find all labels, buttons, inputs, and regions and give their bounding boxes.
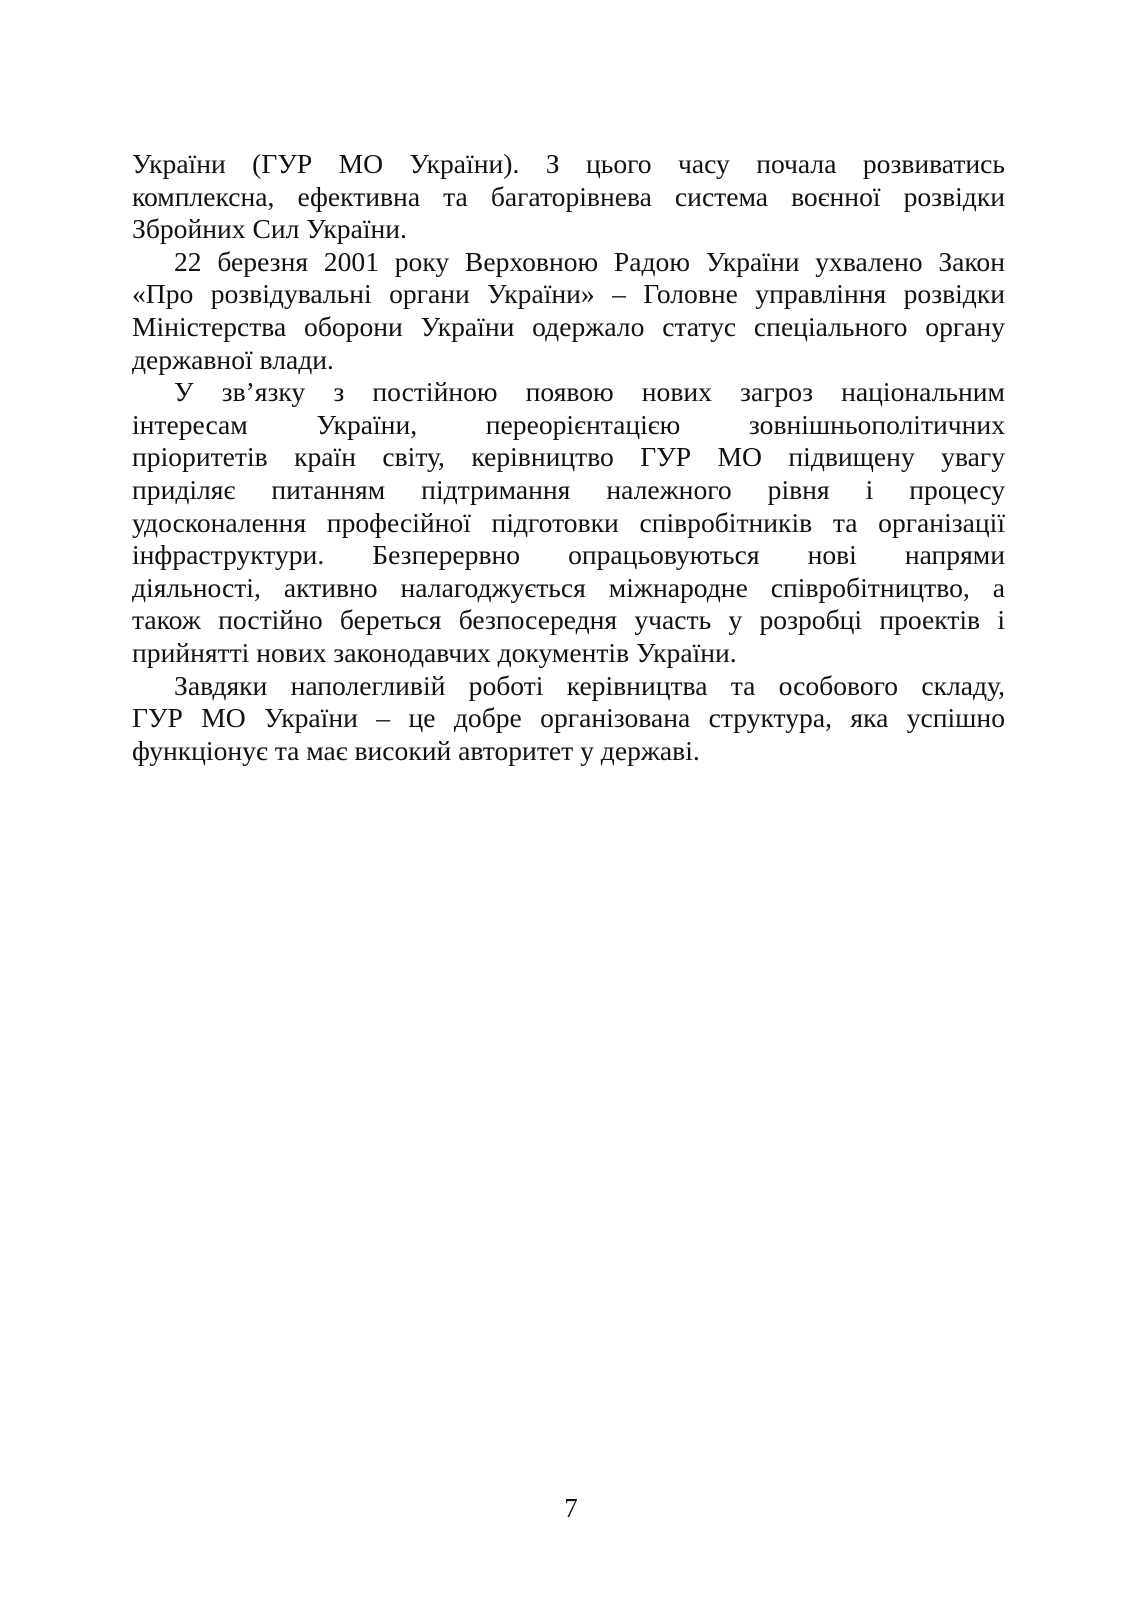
- body-text: [132, 148, 1005, 767]
- text-line: Завдяки наполегливій роботі керівництва та особового складу,: [174, 669, 1005, 701]
- text-line: «Про розвідувальні органи України» – Головне управління розвідки: [132, 278, 1005, 310]
- paragraph-4: [132, 670, 1005, 768]
- text-line: інтересам України, переорієнтацією зовнішньополітичних: [132, 408, 1005, 440]
- text-line: прийнятті нових законодавчих документів України.: [132, 636, 737, 668]
- text-line: У зв’язку з постійною появою нових загроз національним: [174, 376, 1005, 408]
- text-line: комплексна, ефективна та багаторівнева система воєнної розвідки: [132, 180, 1005, 212]
- text-line: пріоритетів країн світу, керівництво ГУР МО підвищену увагу: [132, 441, 1005, 473]
- text-line: ГУР МО України – це добре організована структура, яка успішно: [132, 702, 1005, 734]
- text-line: 22 березня 2001 року Верховною Радою України ухвалено Закон: [174, 245, 1005, 277]
- text-line: також постійно береться безпосередня участь у розробці проектів і: [132, 604, 1005, 636]
- text-line: діяльності, активно налагоджується міжнародне співробітництво, а: [132, 571, 1005, 603]
- page-number: 7: [564, 1493, 578, 1523]
- text-line: України (ГУР МО України). З цього часу почала розвиватись: [132, 148, 1005, 179]
- text-line: Міністерства оборони України одержало статус спеціального органу: [132, 310, 1005, 342]
- text-line: удосконалення професійної підготовки співробітників та організації: [132, 506, 1005, 538]
- text-line: державної влади.: [132, 343, 334, 375]
- paragraph-2: [132, 246, 1005, 376]
- text-line: функціонує та має високий авторитет у державі.: [132, 734, 700, 766]
- paragraph-3: [132, 376, 1005, 669]
- paragraph-1: [132, 148, 1005, 246]
- text-line: приділяє питанням підтримання належного рівня і процесу: [132, 473, 1005, 505]
- text-line: Збройних Сил України.: [132, 213, 407, 245]
- text-line: інфраструктури. Безперервно опрацьовуються нові напрями: [132, 539, 1005, 571]
